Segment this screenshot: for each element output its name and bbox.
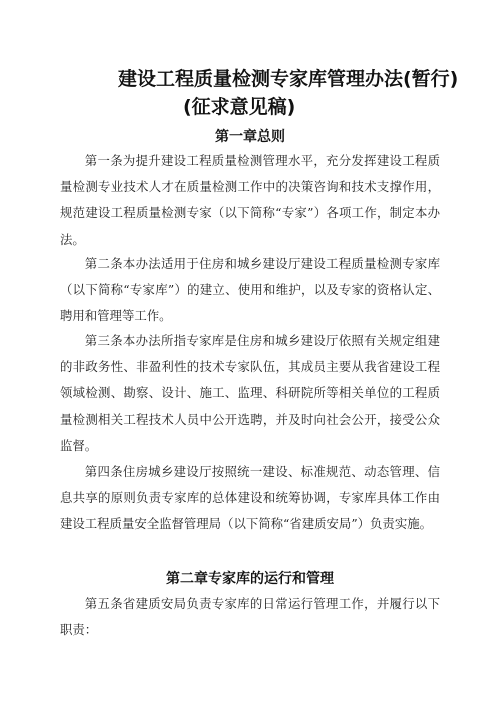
article-5: 第五条省建质安局负责专家库的日常运行管理工作，并履行以下职责： [60,596,440,638]
article-1: 第一条为提升建设工程质量检测管理水平，充分发挥建设工程质量检测专业技术人才在质量检测工作中的决策咨询和技术支撑作用，规范建设工程质量检测专家（以下简称“专家”）各项工作，制定本办法。 [60,153,440,247]
document-subtitle: (征求意见稿) [183,96,296,118]
chapter-heading-1: 第一章总则 [215,129,285,145]
article-4: 第四条住房城乡建设厅按照统一建设、标准规范、动态管理、信息共享的原则负责专家库的总体建设和统筹协调，专家库具体工作由建设工程质量安全监督管理局（以下简称“省建质安局”）负责实施。 [60,464,440,532]
chapter-heading-2: 第二章专家库的运行和管理 [166,571,334,587]
article-2: 第二条本办法适用于住房和城乡建设厅建设工程质量检测专家库（以下简称“专家库”）的建立、使用和维护，以及专家的资格认定、聘用和管理等工作。 [60,256,440,324]
article-3: 第三条本办法所指专家库是住房和城乡建设厅依照有关规定组建的非政务性、非盈利性的技术专家队伍，其成员主要从我省建设工程领域检测、勘察、设计、施工、监理、科研院所等相关单位的工程质量检测相关工程技术人员中公开选聘，并及时向社会公开，接受公众监督。 [60,333,440,453]
document-title: 建设工程质量检测专家库管理办法(暂行) [118,68,459,90]
